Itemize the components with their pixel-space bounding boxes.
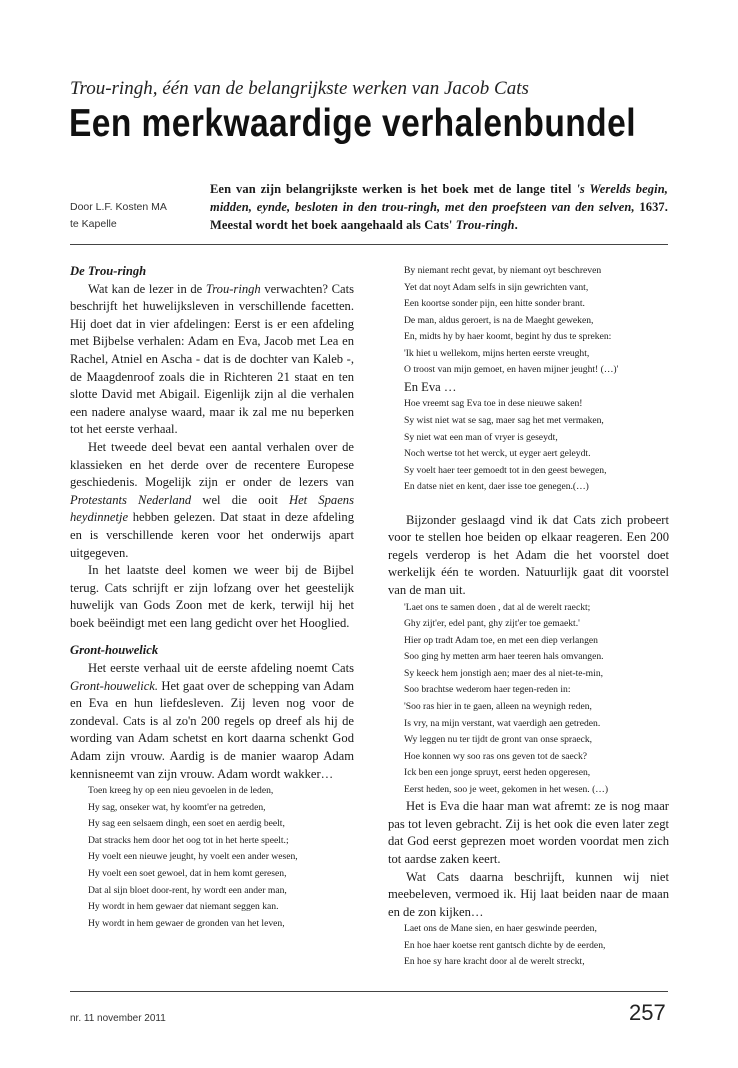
poem-line: Sy voelt haer teer gemoedt tot in den geest bewegen, [404,464,607,476]
body-paragraph: Wat kan de lezer in de Trou-ringh verwachten? Cats beschrijft het huwelijksleven in verschillende facetten. Hij doet dat in vier afdelingen: Eerst is er een afdeling met Bijbelse verhalen: Adam en Eva, Jacob met Lea en Rachel, Atniel en Ascha - dat is de dochter van Kaleb -, de Maagdenroof zoals die in Richteren 21 staat en ten slotte David met Abigail. Eigenlijk zijn al die verhalen een nadere analyse waard, maar ik zal me nu beperken tot het eerste verhaal. [70,281,354,437]
body-paragraph: Het is Eva die haar man wat afremt: ze is nog maar pas tot leven gebracht. Zij is het ook die even later zegt dat God eerst geprezen moet worden voordat men zich tot aardse zaken keert. [388,799,669,867]
author-location: te Kapelle [70,218,117,230]
poem-line: Eerst heden, soo je weet, gekomen in het wesen. (…) [404,783,609,795]
poem-line: Hy sag, onseker wat, hy koomt'er na getreden, [88,801,266,813]
poem-line: Hoe vreemt sag Eva toe in dese nieuwe saken! [404,398,583,410]
author: Door L.F. Kosten MA [70,201,167,213]
body-paragraph: Wat Cats daarna beschrijft, kunnen wij niet meebeleven, vermoed ik. Hij laat beiden naar de maan en de zon kijken… [388,869,669,919]
poem-line: Laet ons de Mane sien, en haer geswinde peerden, [404,923,597,935]
footer-divider [70,991,668,992]
body-paragraph: In het laatste deel komen we weer bij de Bijbel terug. Cats schrijft er zijn lofzang over het geestelijk huwelijk van Gods Zoon met de kerk, terwijl hij het boek beëindigt met een lang gedicht over het Hooglied. [70,563,354,630]
poem-line: Soo brachtse wederom haer tegen-reden in: [404,684,571,696]
poem-line: 'Laet ons te samen doen , dat al de werelt raeckt; [404,601,591,613]
issue-info: nr. 11 november 2011 [70,1013,166,1024]
page-number: 257 [629,1000,666,1025]
right-column [388,263,669,971]
poem-line: Noch wertse tot het werck, ut eyger aert geleydt. [404,448,591,460]
poem-line: Dat al sijn bloet door-rent, hy wordt een ander man, [88,884,287,896]
left-column [70,263,354,932]
article-title: Een merkwaardige verhalenbundel [69,102,636,145]
poem-line: Hy voelt een soet gewoel, dat in hem komt geresen, [88,867,287,879]
poem-line: Yet dat noyt Adam selfs in sijn gewrichten vant, [404,281,589,293]
lead-paragraph: Een van zijn belangrijkste werken is het boek met de lange titel 's Werelds begin, midden, eynde, besloten in den trou-ringh, met den proefsteen van den selven, 1637. Meestal wordt het boek aangehaald als Cats' Trou-ringh. [210,182,668,232]
poem-line: Een koortse sonder pijn, een hitte sonder brant. [404,298,585,310]
poem-line: Sy keeck hem jonstigh aen; maer des al niet-te-min, [404,667,604,679]
header-divider [70,244,668,245]
body-paragraph: Het eerste verhaal uit de eerste afdeling noemt Cats Gront-houwelick. Het gaat over de schepping van Adam en Eva en hun liefdesleven. Zij leven nog voor de zondeval. Cats is al zo'n 200 regels op dreef als hij de wording van Adam schetst en kort daarna schenkt God Adam zijn vrouw. Aardig is de manier waarop Adam kennisneemt van zijn vrouw. Adam wordt wakker… [70,661,354,781]
poem-line: Ick ben een jonge spruyt, eerst heden opgeresen, [404,767,591,779]
poem-line: Hier op tradt Adam toe, en met een diep verlangen [404,634,598,646]
poem-line: En datse niet en kent, daer isse toe genegen.(…) [404,481,589,493]
body-line: En Eva … [404,379,457,394]
poem-line: Soo ging hy metten arm haer teeren hals omvangen. [404,651,604,663]
poem-line: Hy voelt een nieuwe jeught, hy voelt een ander wesen, [88,851,298,863]
poem-quote [388,600,669,799]
poem-line: Hy sag een selsaem dingh, een soet en aerdig beelt, [88,818,285,830]
poem-line: O troost van mijn gemoet, en haven mijner jeught! (…)' [404,364,619,376]
poem-quote [70,783,354,932]
poem-quote [388,263,669,379]
poem-line: Hy wordt in hem gewaer dat niemant seggen kan. [88,901,279,913]
poem-line: Hy wordt in hem gewaer de gronden van het leven, [88,917,285,929]
poem-line: 'Ik hiet u wellekom, mijns herten eerste vreught, [404,347,590,359]
byline [70,199,167,233]
poem-line: By niemant recht gevat, by niemant oyt beschreven [404,265,602,276]
poem-line: Toen kreeg hy op een nieu gevoelen in de leden, [88,785,274,797]
poem-line: En, midts hy by haer koomt, begint hy dus te spreken: [404,331,612,343]
section-heading: Gront-houwelick [70,643,159,658]
poem-quote [388,396,669,495]
poem-line: 'Soo ras hier in te gaen, alleen na weynigh reden, [404,700,592,712]
section-heading: De Trou-ringh [70,264,147,278]
poem-line: Is vry, na mijn verstant, wat vaerdigh aen getreden. [404,717,601,729]
poem-line: Sy wist niet wat se sag, maer sag het met vermaken, [404,414,604,426]
poem-line: Sy niet wat een man of vryer is geseydt, [404,431,558,443]
article-subtitle: Trou-ringh, één van de belangrijkste werken van Jacob Cats [70,78,529,99]
poem-quote [388,921,669,971]
poem-line: Dat stracks hem door het oog tot in het herte speelt.; [88,834,289,846]
poem-line: Hoe konnen wy soo ras ons geven tot de saeck? [404,750,588,762]
poem-line: En hoe sy hare kracht door al de werelt streckt, [404,956,585,968]
poem-line: Wy leggen nu ter tijdt de gront van onse spraeck, [404,734,593,746]
poem-line: De man, aldus geroert, is na de Maeght geweken, [404,314,594,326]
poem-line: Ghy zijt'er, edel pant, ghy zijt'er toe gemaekt.' [404,618,580,630]
body-paragraph: Het tweede deel bevat een aantal verhalen over de klassieken en het derde over de recentere Europese geschiedenis. Mogelijk zijn er onder de lezers van Protestants Nederland wel die ooit Het Spaens heydinnetje hebben gelezen. Dat staat in deze afdeling en is verschillende keren voor het onderwijs apart uitgegeven. [70,439,354,560]
poem-line: En hoe haer koetse rent gantsch dichte by de eerden, [404,939,606,951]
body-paragraph: Bijzonder geslaagd vind ik dat Cats zich probeert voor te stellen hoe beiden op elkaar reageren. Een 200 regels verderop is het Adam die het voorstel doet werkelijk één te worden. Natuurlijk gaat dit voorstel van de man uit. [388,512,669,598]
